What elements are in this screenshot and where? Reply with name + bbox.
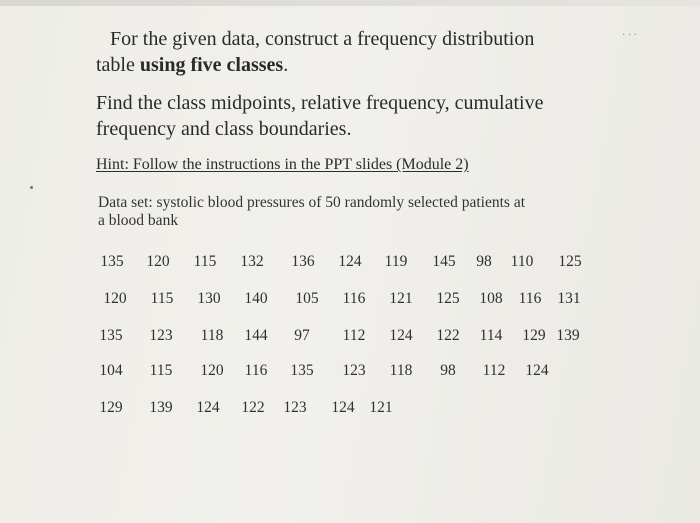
data-value: 123 (342, 362, 366, 379)
data-value: 125 (558, 253, 582, 270)
data-value: 115 (149, 362, 173, 379)
data-value: 104 (99, 362, 123, 379)
decorative-mark: · · · (622, 30, 637, 41)
dataset-label (98, 194, 525, 230)
hint-text: Hint: Follow the instructions in the PPT slides (Module 2) (96, 156, 469, 173)
data-value: 122 (241, 399, 265, 416)
data-value: 129 (522, 327, 546, 344)
data-value: 125 (436, 290, 460, 307)
data-value: 136 (291, 253, 315, 270)
data-value: 120 (146, 253, 170, 270)
data-value: 124 (196, 399, 220, 416)
data-value: 132 (240, 253, 264, 270)
data-value: 121 (389, 290, 413, 307)
data-value: 139 (149, 399, 173, 416)
data-value: 115 (150, 290, 174, 307)
question-line-2 (96, 52, 534, 78)
data-value: 112 (342, 327, 366, 344)
data-value: 123 (149, 327, 173, 344)
question-line-4: frequency and class boundaries. (96, 118, 352, 140)
question-line-2-prefix: table (96, 54, 140, 76)
question-emphasis: using five classes (139, 54, 284, 76)
data-value: 144 (244, 327, 268, 344)
data-value: 98 (440, 362, 456, 379)
data-value: 121 (369, 399, 393, 416)
question-line-3: Find the class midpoints, relative frequency, cumulative (96, 92, 544, 114)
question-paragraph-1 (96, 26, 534, 78)
decorative-dot (30, 186, 33, 189)
data-value: 135 (100, 253, 124, 270)
data-value: 124 (338, 253, 362, 270)
data-value: 139 (556, 327, 580, 344)
data-value: 131 (557, 290, 581, 307)
data-value: 120 (200, 362, 224, 379)
dataset-label-line-1: Data set: systolic blood pressures of 50 randomly selected patients at (98, 194, 526, 211)
dataset-label-line-2: a blood bank (98, 212, 179, 229)
data-value: 116 (342, 290, 366, 307)
data-value: 135 (99, 327, 123, 344)
data-value: 124 (525, 362, 549, 379)
page-top-edge (0, 0, 700, 6)
data-value: 129 (99, 399, 123, 416)
data-value: 123 (283, 399, 307, 416)
data-value: 120 (103, 290, 127, 307)
data-value: 97 (294, 327, 310, 344)
data-value: 116 (244, 362, 268, 379)
data-value: 108 (479, 290, 503, 307)
data-value: 124 (331, 399, 355, 416)
question-line-2-suffix: . (283, 54, 289, 76)
data-value: 130 (197, 290, 221, 307)
data-value: 135 (290, 362, 314, 379)
question-line-1: For the given data, construct a frequency distribution (110, 28, 535, 50)
data-value: 105 (295, 290, 319, 307)
data-value: 145 (432, 253, 456, 270)
data-value: 116 (518, 290, 542, 307)
data-value: 118 (200, 327, 224, 344)
data-value: 122 (436, 327, 460, 344)
data-value: 124 (389, 327, 413, 344)
data-value: 112 (482, 362, 506, 379)
data-value: 118 (389, 362, 413, 379)
data-value: 115 (193, 253, 217, 270)
data-value: 98 (476, 253, 492, 270)
data-value: 119 (384, 253, 408, 270)
data-value: 114 (479, 327, 503, 344)
question-paragraph-2 (96, 90, 543, 142)
data-value: 140 (244, 290, 268, 307)
data-value: 110 (510, 253, 534, 270)
